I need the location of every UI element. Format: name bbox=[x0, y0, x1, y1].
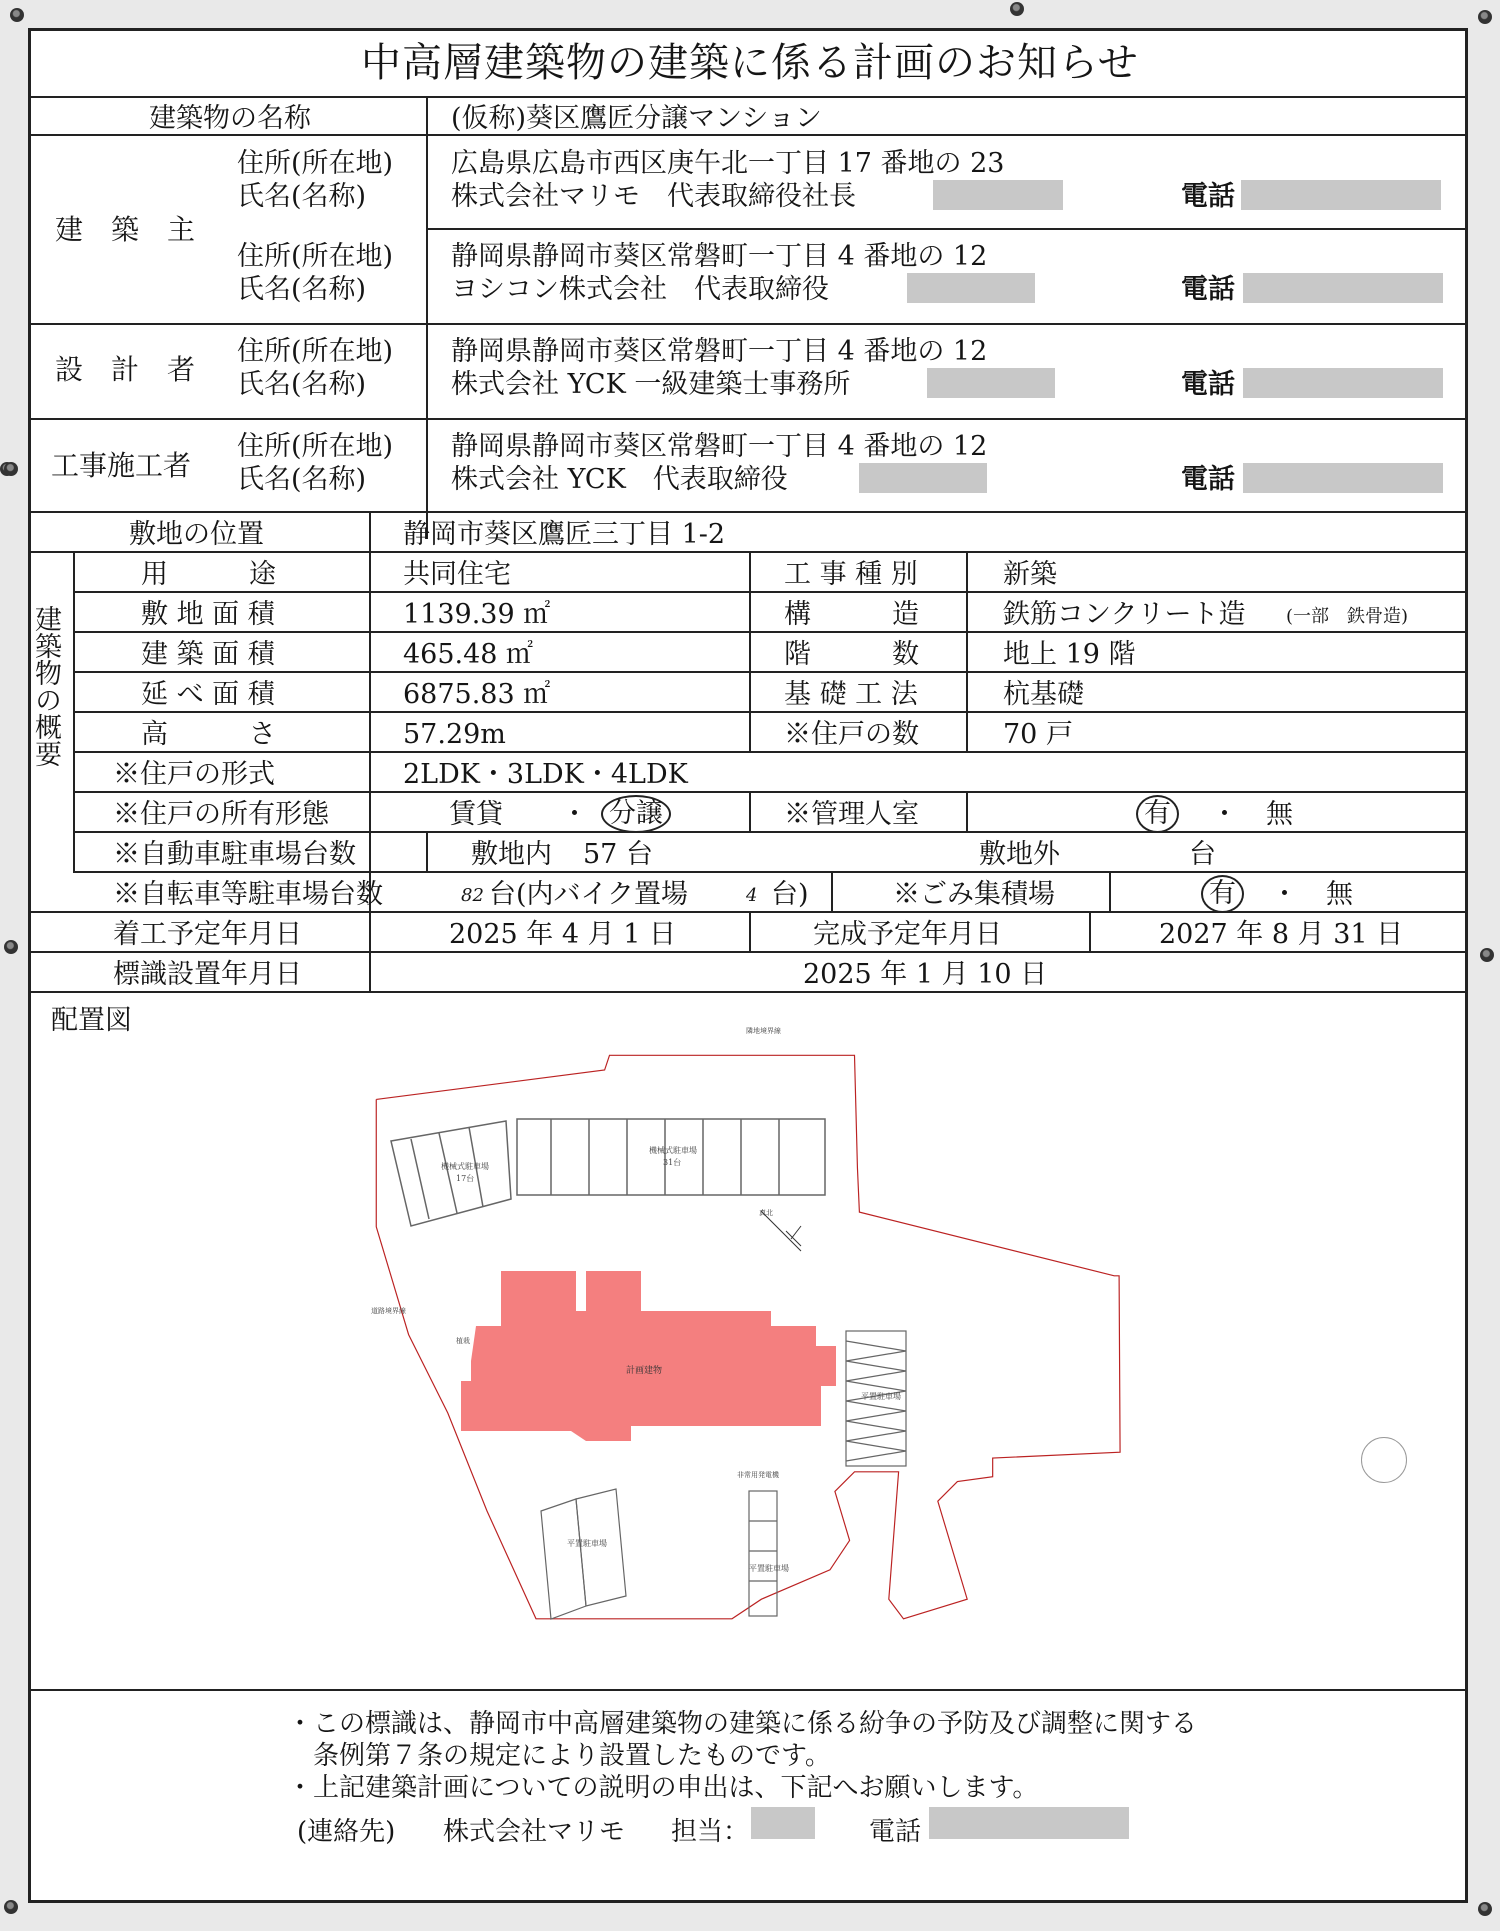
note-line-2: 条例第７条の規定により設置したものです。 bbox=[287, 1741, 831, 1771]
builder-1-address: 広島県広島市西区庚午北一丁目 17 番地の 23 bbox=[451, 148, 1005, 179]
car-offsite-label: 敷地外 bbox=[979, 839, 1060, 870]
screw bbox=[4, 462, 18, 476]
flat-parking-right-label: 平置駐車場 bbox=[861, 1392, 901, 1401]
garbage-option-b: 無 bbox=[1326, 879, 1353, 910]
ownership-label: ※住戸の所有形態 bbox=[113, 799, 329, 830]
structure-note: (一部 鉄骨造) bbox=[1286, 606, 1409, 627]
car-offsite-unit: 台 bbox=[1189, 839, 1216, 870]
designer-name-label: 氏名(名称) bbox=[237, 369, 367, 400]
flat-parking-lower-label: 平置駐車場 bbox=[749, 1564, 789, 1573]
designer-address: 静岡県静岡市葵区常磐町一丁目 4 番地の 12 bbox=[451, 336, 988, 367]
manager-room-option-b: 無 bbox=[1266, 799, 1293, 830]
overview-section-label: 建築物の概要 bbox=[30, 605, 61, 767]
redacted-block bbox=[1243, 463, 1443, 493]
garbage-separator: ・ bbox=[1271, 879, 1298, 910]
building-name-label: 建築物の名称 bbox=[149, 103, 311, 134]
site-location-label: 敷地の位置 bbox=[129, 519, 264, 550]
screw bbox=[10, 8, 24, 22]
designer-phone-label: 電話 bbox=[1181, 369, 1235, 400]
note-line-3: ・上記建築計画についての説明の申出は、下記へお願いします。 bbox=[287, 1773, 1039, 1803]
height-value: 57.29m bbox=[403, 719, 506, 750]
garbage-label: ※ごみ集積場 bbox=[893, 879, 1055, 910]
planned-building bbox=[461, 1271, 836, 1441]
builder-2-address-label: 住所(所在地) bbox=[237, 241, 394, 272]
use-label: 用 途 bbox=[141, 559, 276, 590]
contractor-address-label: 住所(所在地) bbox=[237, 431, 394, 462]
bike-count: 82 bbox=[461, 885, 484, 906]
use-value: 共同住宅 bbox=[403, 559, 511, 590]
contact-phone-label: 電話 bbox=[869, 1817, 922, 1847]
road-boundary-label: 道路境界線 bbox=[371, 1307, 406, 1315]
total-floor-area-value: 6875.83 ㎡ bbox=[403, 679, 551, 710]
redacted-block bbox=[933, 180, 1063, 210]
note-line-1: ・この標識は、静岡市中高層建築物の建築に係る紛争の予防及び調整に関する bbox=[287, 1709, 1198, 1739]
total-floor-area-label: 延 べ 面 積 bbox=[141, 679, 275, 710]
bike-parking-label: ※自転車等駐車場台数 bbox=[113, 879, 383, 910]
builder-1-name: 株式会社マリモ 代表取締役社長 bbox=[451, 181, 856, 212]
builder-label: 建 築 主 bbox=[55, 213, 196, 246]
designer-name: 株式会社 YCK 一級建築士事務所 bbox=[451, 369, 851, 400]
redacted-block bbox=[1241, 180, 1441, 210]
building-name-value: (仮称)葵区鷹匠分譲マンション bbox=[451, 103, 822, 134]
redacted-block bbox=[907, 273, 1035, 303]
bike-motorcycle-count: 4 bbox=[746, 885, 758, 906]
work-type-value: 新築 bbox=[1003, 559, 1057, 590]
redacted-block bbox=[751, 1807, 815, 1839]
flat-parking-bottom bbox=[541, 1489, 626, 1619]
contact-label: (連絡先) bbox=[297, 1817, 396, 1847]
car-parking-label: ※自動車駐車場台数 bbox=[113, 839, 356, 870]
mech-parking-2-label: 機械式駐車場 bbox=[649, 1146, 697, 1155]
page-title: 中高層建築物の建築に係る計画のお知らせ bbox=[361, 40, 1139, 86]
contractor-name-label: 氏名(名称) bbox=[237, 464, 367, 495]
contractor-address: 静岡県静岡市葵区常磐町一丁目 4 番地の 12 bbox=[451, 431, 988, 462]
manager-room-separator: ・ bbox=[1211, 799, 1238, 830]
bike-motorcycle-unit: 台) bbox=[771, 879, 809, 910]
boundary-label: 隣地境界線 bbox=[746, 1027, 781, 1035]
structure-value: 鉄筋コンクリート造 bbox=[1003, 599, 1246, 630]
sign-date-value: 2025 年 1 月 10 日 bbox=[803, 959, 1048, 990]
site-area-label: 敷 地 面 積 bbox=[141, 599, 275, 630]
start-date-value: 2025 年 4 月 1 日 bbox=[449, 919, 676, 950]
work-type-label: 工 事 種 別 bbox=[784, 559, 918, 590]
screw bbox=[1010, 2, 1024, 16]
screw bbox=[1478, 10, 1492, 24]
bike-unit: 台(内バイク置場 bbox=[489, 879, 688, 910]
building-area-label: 建 築 面 積 bbox=[141, 639, 275, 670]
redacted-block bbox=[1243, 368, 1443, 398]
screw bbox=[4, 1900, 18, 1914]
builder-2-name-label: 氏名(名称) bbox=[237, 274, 367, 305]
ownership-option-b-selected: 分譲 bbox=[601, 795, 671, 833]
ownership-option-a: 賃貸 bbox=[449, 799, 503, 830]
planned-building-label: 計画建物 bbox=[626, 1366, 663, 1376]
builder-1-phone-label: 電話 bbox=[1181, 181, 1235, 212]
screw bbox=[1478, 1902, 1492, 1916]
contractor-phone-label: 電話 bbox=[1181, 464, 1235, 495]
builder-2-phone-label: 電話 bbox=[1181, 274, 1235, 305]
units-label: ※住戸の数 bbox=[784, 719, 919, 750]
hole-mark bbox=[1361, 1437, 1407, 1483]
sign-date-label: 標識設置年月日 bbox=[113, 959, 302, 990]
contact-person-label: 担当： bbox=[671, 1817, 750, 1847]
north-label: 真北 bbox=[759, 1209, 773, 1217]
builder-2-name: ヨシコン株式会社 代表取締役 bbox=[451, 274, 829, 305]
north-arrow-icon bbox=[761, 1211, 801, 1251]
structure-label: 構 造 bbox=[784, 599, 919, 630]
floors-label: 階 数 bbox=[784, 639, 919, 670]
completion-date-value: 2027 年 8 月 31 日 bbox=[1159, 919, 1404, 950]
manager-room-label: ※管理人室 bbox=[784, 799, 919, 830]
unit-types-label: ※住戸の形式 bbox=[113, 759, 275, 790]
foundation-value: 杭基礎 bbox=[1003, 679, 1084, 710]
builder-2-address: 静岡県静岡市葵区常磐町一丁目 4 番地の 12 bbox=[451, 241, 988, 272]
planting-label: 植栽 bbox=[456, 1337, 470, 1345]
flat-parking-lower bbox=[749, 1491, 777, 1616]
unit-types-value: 2LDK・3LDK・4LDK bbox=[403, 759, 688, 790]
designer-address-label: 住所(所在地) bbox=[237, 336, 394, 367]
flat-parking-bottom-label: 平置駐車場 bbox=[567, 1539, 607, 1548]
ownership-separator: ・ bbox=[561, 799, 588, 830]
mech-parking-1-label: 機械式駐車場 bbox=[441, 1162, 489, 1171]
builder-1-address-label: 住所(所在地) bbox=[237, 148, 394, 179]
mech-parking-2-count: 31台 bbox=[663, 1158, 682, 1167]
site-plan-label: 配置図 bbox=[51, 1005, 132, 1036]
foundation-label: 基 礎 工 法 bbox=[784, 679, 918, 710]
height-label: 高 さ bbox=[141, 719, 276, 750]
site-plan-drawing bbox=[331, 1021, 1131, 1661]
floors-value: 地上 19 階 bbox=[1003, 639, 1136, 670]
garbage-option-a-selected: 有 bbox=[1201, 875, 1244, 913]
redacted-block bbox=[929, 1807, 1129, 1839]
redacted-block bbox=[927, 368, 1055, 398]
car-onsite-value: 57 台 bbox=[583, 839, 653, 870]
power-room-label: 非常用発電機 bbox=[737, 1471, 779, 1479]
contractor-label: 工事施工者 bbox=[51, 449, 192, 482]
car-onsite-label: 敷地内 bbox=[471, 839, 552, 870]
redacted-block bbox=[1243, 273, 1443, 303]
contractor-name: 株式会社 YCK 代表取締役 bbox=[451, 464, 788, 495]
site-area-value: 1139.39 ㎡ bbox=[403, 599, 551, 630]
redacted-block bbox=[859, 463, 987, 493]
screw bbox=[1480, 948, 1494, 962]
mech-parking-2 bbox=[517, 1119, 825, 1195]
mech-parking-1-count: 17台 bbox=[456, 1174, 475, 1183]
contact-company: 株式会社マリモ bbox=[443, 1817, 626, 1847]
manager-room-option-a-selected: 有 bbox=[1136, 795, 1179, 833]
start-date-label: 着工予定年月日 bbox=[113, 919, 302, 950]
mech-parking-1 bbox=[391, 1121, 511, 1226]
notice-board bbox=[28, 28, 1468, 1903]
completion-date-label: 完成予定年月日 bbox=[813, 919, 1002, 950]
units-value: 70 戸 bbox=[1003, 719, 1073, 750]
site-location-value: 静岡市葵区鷹匠三丁目 1-2 bbox=[403, 519, 726, 550]
screw bbox=[4, 940, 18, 954]
designer-label: 設 計 者 bbox=[55, 353, 196, 386]
building-area-value: 465.48 ㎡ bbox=[403, 639, 534, 670]
builder-1-name-label: 氏名(名称) bbox=[237, 181, 367, 212]
